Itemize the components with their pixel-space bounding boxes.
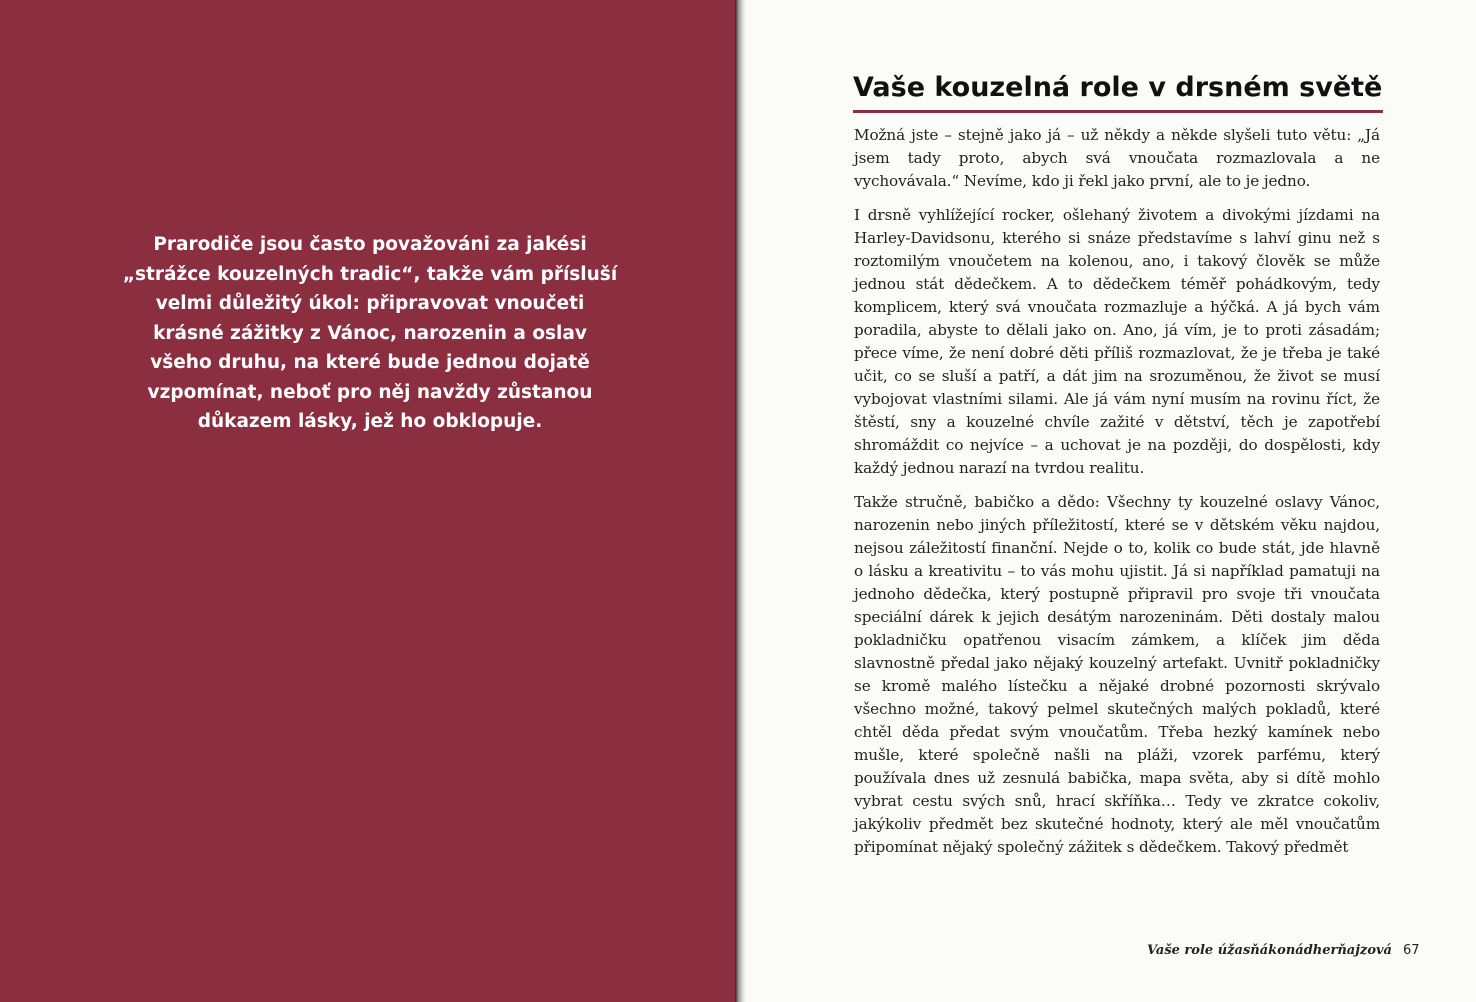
paragraph: Takže stručně, babičko a dědo: Všechny ty kouzelné oslavy Vánoc, narozenin nebo jiných příležitostí, které se v dětském věku najdou, nejsou záležitostí finanční. Nejde o to, kolik co bude stát, jde hlavně o lásku a kreativitu – to vás mohu ujistit. Já si například pamatuji na jednoho dědečka, který postupně připravil pro svoje tři vnoučata speciální dárek k jejich desátým narozeninám. Děti dostaly malou pokladničku opatřenou visacím zámkem, a klíček jim děda slavnostně předal jako nějaký kouzelný artefakt. Uvnitř pokladničky se kromě malého lístečku a nějaké drobné pozornosti skrývalo všechno možné, takový pelmel skutečných malých pokladů, které chtěl děda předat svým vnoučatům. Třeba hezký kamínek nebo mušle, které společně našli na pláži, vzorek parfému, který používala dnes už zesnulá babička, mapa světa, aby si dítě mohlo vybrat cestu svých snů, hrací skříňka… Tedy ve zkratce cokoliv, jakýkoliv předmět bez skutečné hodnoty, který ale měl vnoučatům připomínat nějaký společný zážitek s dědečkem. Takový předmět: [854, 493, 1380, 856]
paragraph: I drsně vyhlížející rocker, ošlehaný životem a divokými jízdami na Harley-Davidsonu, kterého si snáze představíme s lahví ginu než s roztomilým vnoučetem na kolenou, ano, i takový člověk se může jednou stát dědečkem. A to dědečkem téměř pohádkovým, tedy komplicem, který svá vnoučata rozmazluje a hýčká. A já bych vám poradila, abyste to dělali jako on. Ano, já vím, je to proti zásadám; přece víme, že není dobré děti příliš rozmazlovat, že je třeba je také učit, co se sluší a patří, a dát jim na srozuměnou, že život se musí vybojovat vlastními silami. Ale já vám nyní musím na rovinu říct, že štěstí, sny a kouzelné chvíle zažité v dětství, těch je zapotřebí shromáždit co nejvíce – a uchovat je na později, do dospělosti, kdy každý jednou narazí na tvrdou realitu.: [854, 206, 1380, 477]
page-number: 67: [1403, 943, 1420, 958]
book-gutter: [735, 0, 747, 1002]
paragraph: Možná jste – stejně jako já – už někdy a někde slyšeli tuto větu: „Já jsem tady proto, abych svá vnoučata rozmazlovala a ne vychovávala.“ Nevíme, kdo ji řekl jako první, ale to je jedno.: [854, 126, 1380, 190]
body-text: [854, 124, 1380, 870]
running-head: Vaše role úžasňákonádherňajzová: [1147, 943, 1392, 958]
chapter-title: Vaše kouzelná role v drsném světě: [853, 68, 1383, 113]
pull-quote: Prarodiče jsou často považováni za jakési „strážce kouzelných tradic“, takže vám přísluší velmi důležitý úkol: připravovat vnoučeti krásné zážitky z Vánoc, narozenin a oslav všeho druhu, na které bude jednou dojatě vzpomínat, neboť pro něj navždy zůstanou důkazem lásky, jež ho obklopuje.: [122, 234, 618, 432]
right-page: [747, 0, 1476, 1002]
